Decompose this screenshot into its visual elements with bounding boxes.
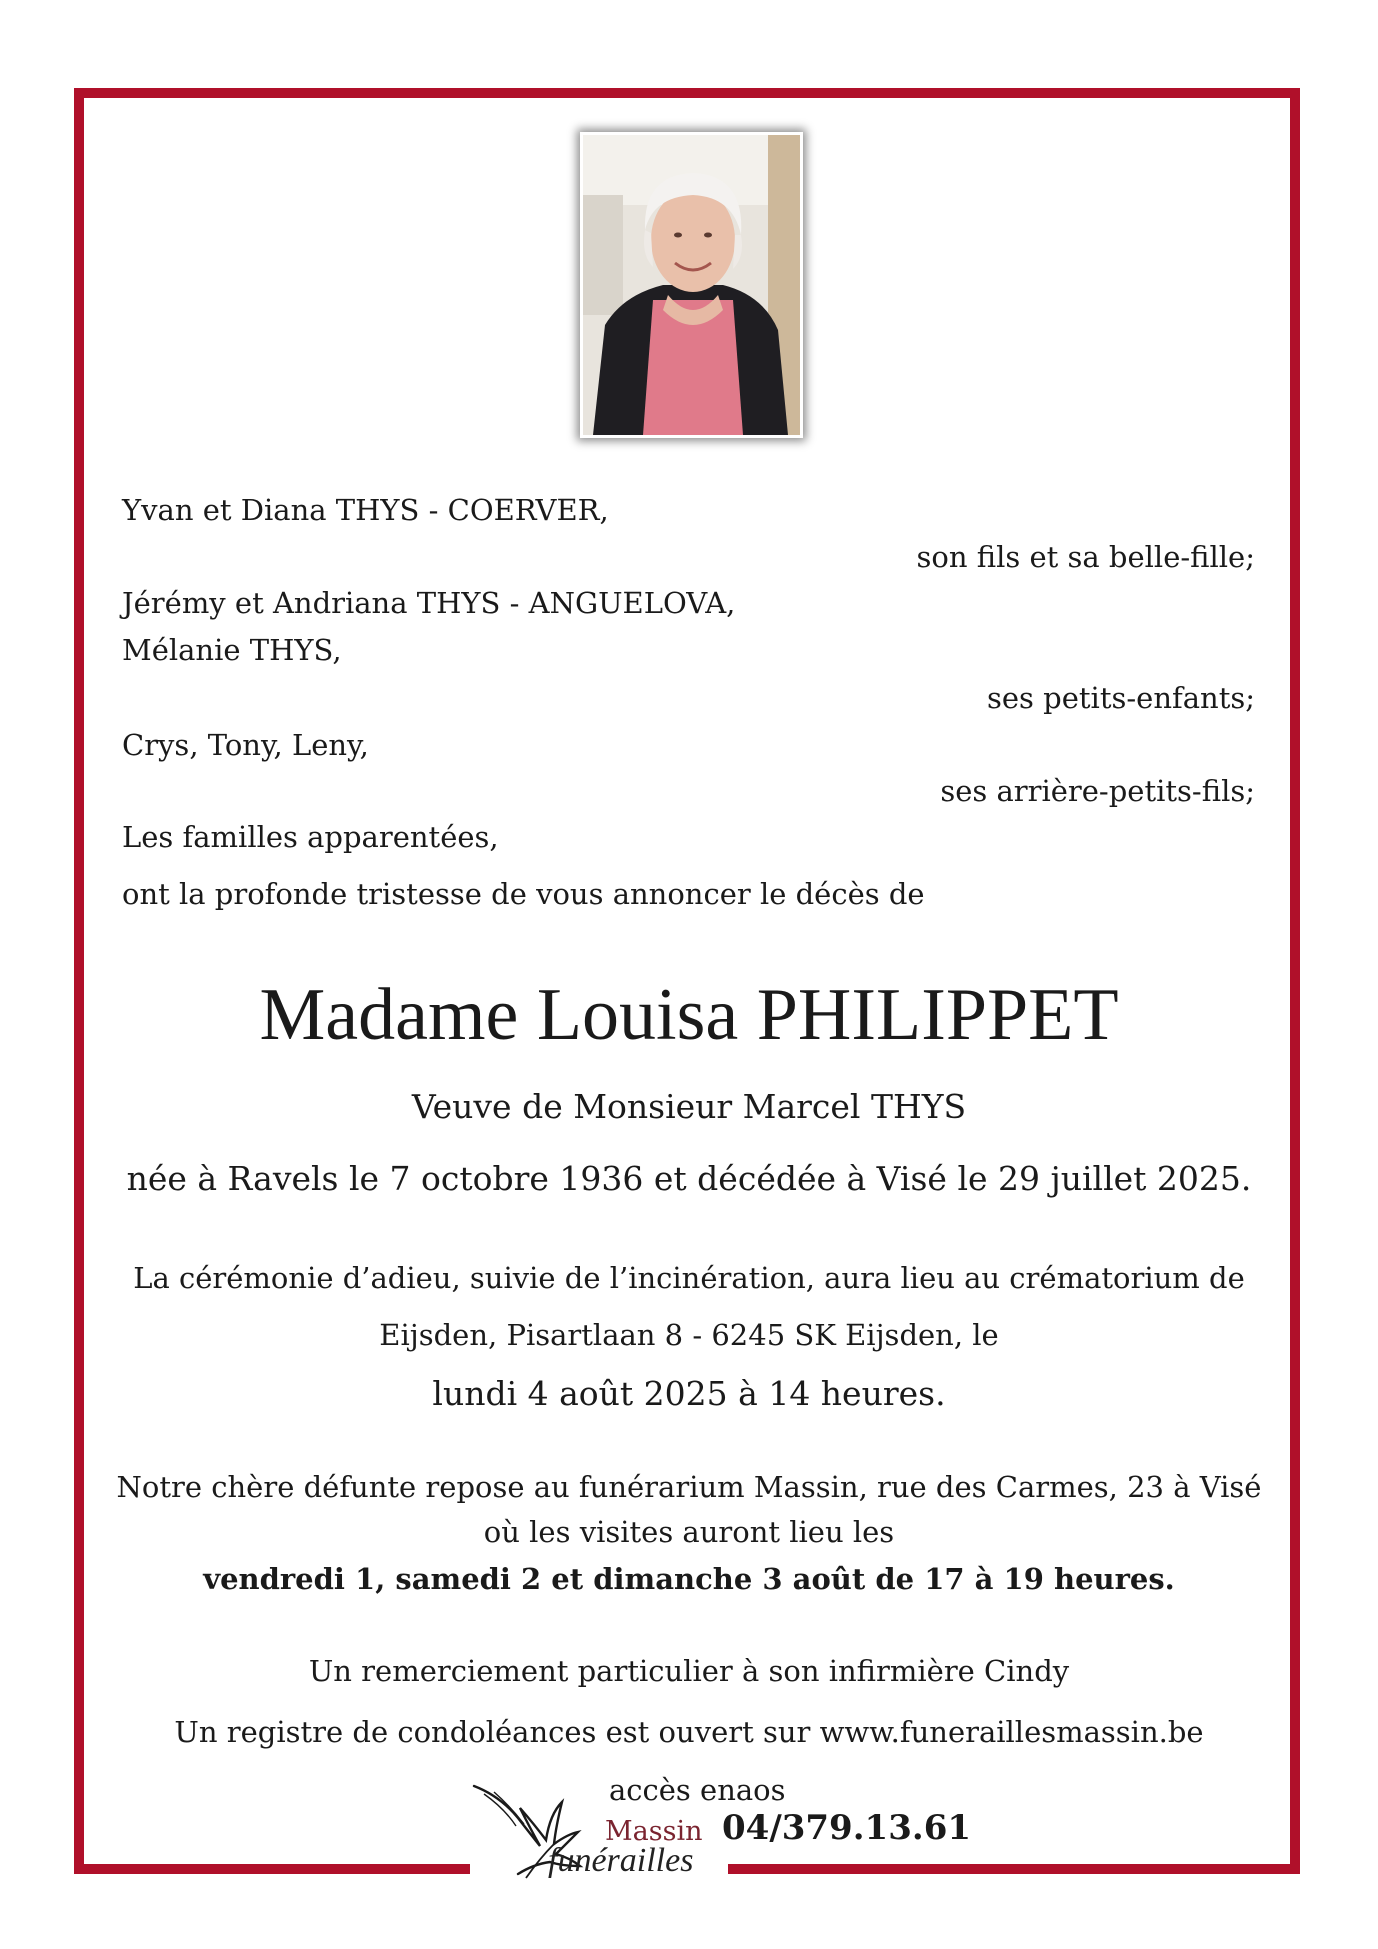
announcement-text: ont la profonde tristesse de vous annoncer le décès de	[122, 877, 925, 911]
access-label: accès enaos	[609, 1773, 786, 1807]
family-line-2: Jérémy et Andriana THYS - ANGUELOVA,	[122, 586, 736, 620]
birth-death-dates: née à Ravels le 7 octobre 1936 et décédée à Visé le 29 juillet 2025.	[126, 1159, 1252, 1198]
brand-name-massin: Massin	[605, 1816, 703, 1847]
visits-line-2: où les visites auront lieu les	[483, 1515, 895, 1549]
relation-label-2: ses petits-enfants;	[987, 681, 1255, 715]
deceased-name: Madame Louisa PHILIPPET	[259, 974, 1119, 1056]
thanks-line: Un remerciement particulier à son infirmière Cindy	[308, 1654, 1070, 1688]
family-line-4: Crys, Tony, Leny,	[122, 728, 369, 762]
relation-label-1: son fils et sa belle-fille;	[916, 540, 1255, 574]
visits-line-1: Notre chère défunte repose au funérarium Massin, rue des Carmes, 23 à Visé	[116, 1470, 1262, 1504]
phone-number: 04/379.13.61	[722, 1808, 972, 1848]
spouse-line: Veuve de Monsieur Marcel THYS	[411, 1087, 967, 1126]
relation-label-3: ses arrière-petits-fils;	[940, 774, 1255, 808]
brand-name-funerailles: funérailles	[548, 1842, 694, 1879]
family-line-5: Les familles apparentées,	[122, 820, 499, 854]
ceremony-datetime: lundi 4 août 2025 à 14 heures.	[432, 1374, 946, 1413]
family-line-3: Mélanie THYS,	[122, 633, 342, 667]
ceremony-line-2: Eijsden, Pisartlaan 8 - 6245 SK Eijsden, le	[379, 1318, 999, 1352]
registry-line: Un registre de condoléances est ouvert sur www.funeraillesmassin.be	[174, 1715, 1204, 1749]
portrait-photo	[580, 132, 803, 438]
ceremony-line-1: La cérémonie d’adieu, suivie de l’incinération, aura lieu au crématorium de	[133, 1261, 1245, 1295]
family-line-1: Yvan et Diana THYS - COERVER,	[122, 493, 609, 527]
visits-times: vendredi 1, samedi 2 et dimanche 3 août de 17 à 19 heures.	[203, 1562, 1175, 1596]
